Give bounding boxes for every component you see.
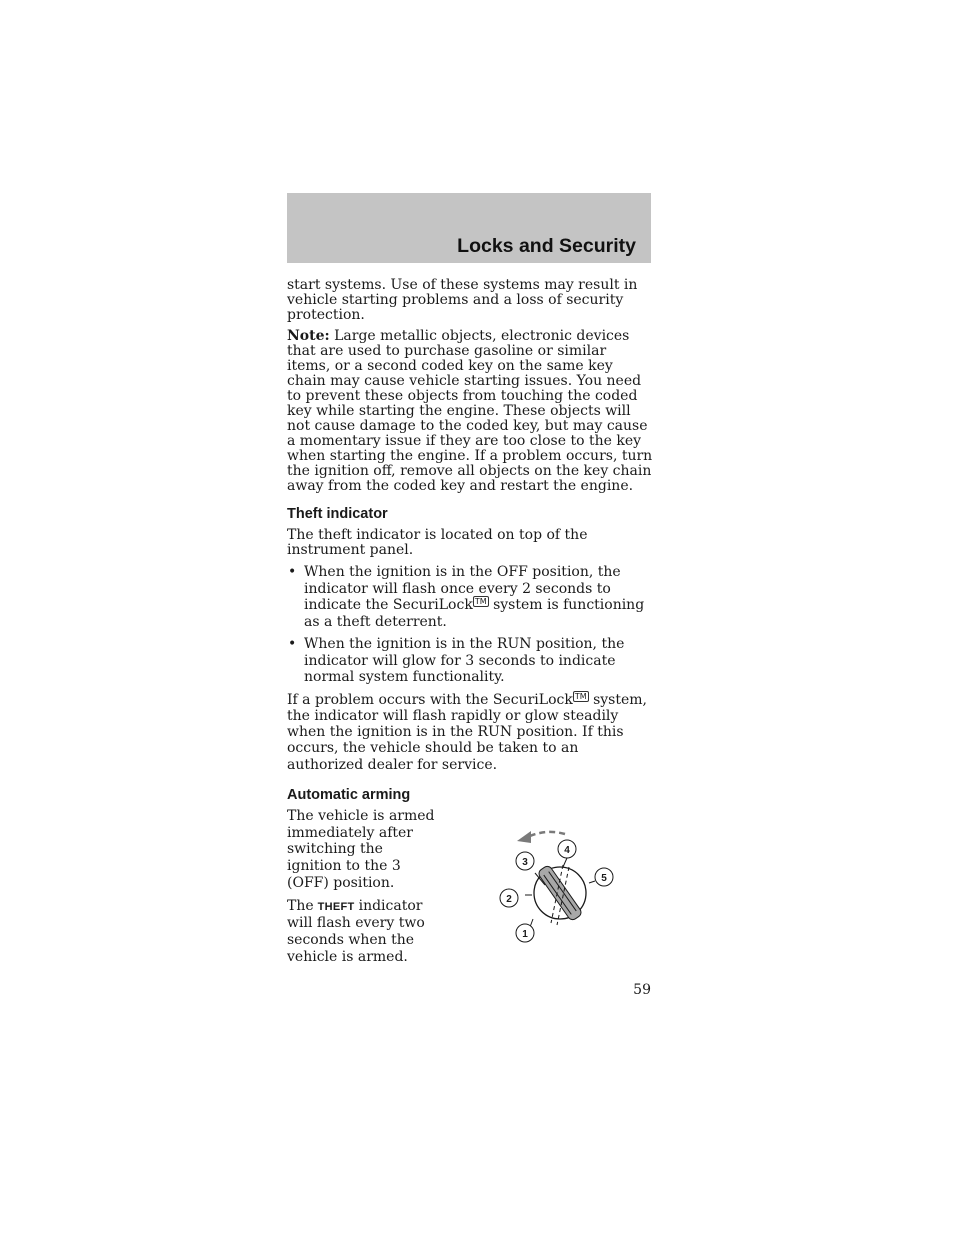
bullet-text-2: When the ignition is in the RUN position, the indicator will glow for 3 seconds to indicate normal system functionality. — [304, 636, 625, 685]
position-label-3 — [516, 852, 534, 870]
list-item — [287, 636, 653, 686]
arming-text-b: indicator will flash every two seconds when the vehicle is armed. — [287, 897, 425, 965]
position-label-4 — [558, 840, 576, 858]
theft-intro-paragraph: The theft indicator is located on top of the instrument panel. — [287, 527, 588, 558]
note-paragraph — [287, 329, 653, 494]
section-title: Locks and Security — [457, 235, 636, 257]
position-label-1 — [516, 924, 534, 942]
problem-text-b: system, the indicator will flash rapidly or glow steadily when the ignition is in the RUN position. If this occurs, the vehicle should be taken to an authorized dealer for service. — [287, 691, 648, 773]
arming-paragraph-2 — [287, 898, 439, 966]
tick-line-4 — [563, 858, 567, 867]
theft-indicator-label: THEFT — [317, 900, 355, 913]
arming-section — [287, 808, 653, 983]
theft-indicator-heading: Theft indicator — [287, 506, 388, 522]
automatic-arming-heading: Automatic arming — [287, 786, 411, 803]
ignition-switch-diagram — [495, 827, 635, 952]
trademark-icon: TM — [574, 691, 587, 701]
position-label-1-text: 1 — [522, 928, 528, 940]
position-label-5-text: 5 — [601, 872, 607, 884]
position-label-3-text: 3 — [522, 856, 528, 868]
theft-bullet-list — [287, 564, 653, 686]
position-label-5 — [595, 868, 613, 886]
problem-paragraph — [287, 692, 653, 773]
intro-paragraph: start systems. Use of these systems may result in vehicle starting problems and a loss of security protection. — [287, 277, 638, 323]
problem-text-a: If a problem occurs with the SecuriLock — [287, 691, 573, 708]
rotation-arrowhead-icon — [517, 831, 531, 843]
bullet-text-1b: system is functioning as a theft deterrent. — [304, 597, 645, 630]
bullet-icon: • — [288, 564, 297, 580]
list-item — [287, 564, 653, 630]
note-text: Large metallic objects, electronic devices that are used to purchase gasoline or similar items, or a second coded key on the same key chain may cause vehicle starting issues. You need to prevent these objects from touching the coded key while starting the engine. These objects will not cause damage to the coded key, but may cause a momentary issue if they are too close to the key when starting the engine. If a problem occurs, turn the ignition off, remove all objects on the key chain away from the coded key and restart the engine. — [287, 328, 653, 494]
trademark-icon: TM — [474, 597, 487, 606]
rotation-arrow-path — [530, 832, 565, 836]
arming-text — [287, 808, 439, 965]
position-label-2 — [500, 889, 518, 907]
section-header-band — [287, 193, 651, 263]
arming-text-a: The — [287, 897, 314, 914]
note-label: Note: — [287, 328, 330, 344]
bullet-icon: • — [288, 636, 297, 652]
position-label-4-text: 4 — [564, 844, 570, 856]
bullet-text-1a: When the ignition is in the OFF position, the indicator will flash once every 2 seconds to indicate the SecuriLock — [304, 564, 621, 613]
page-number: 59 — [633, 982, 651, 998]
arming-paragraph-1: The vehicle is armed immediately after switching the ignition to the 3 (OFF) position. — [287, 807, 435, 891]
position-label-2-text: 2 — [506, 893, 512, 905]
page-content — [287, 278, 653, 983]
tick-line-5 — [589, 881, 595, 883]
